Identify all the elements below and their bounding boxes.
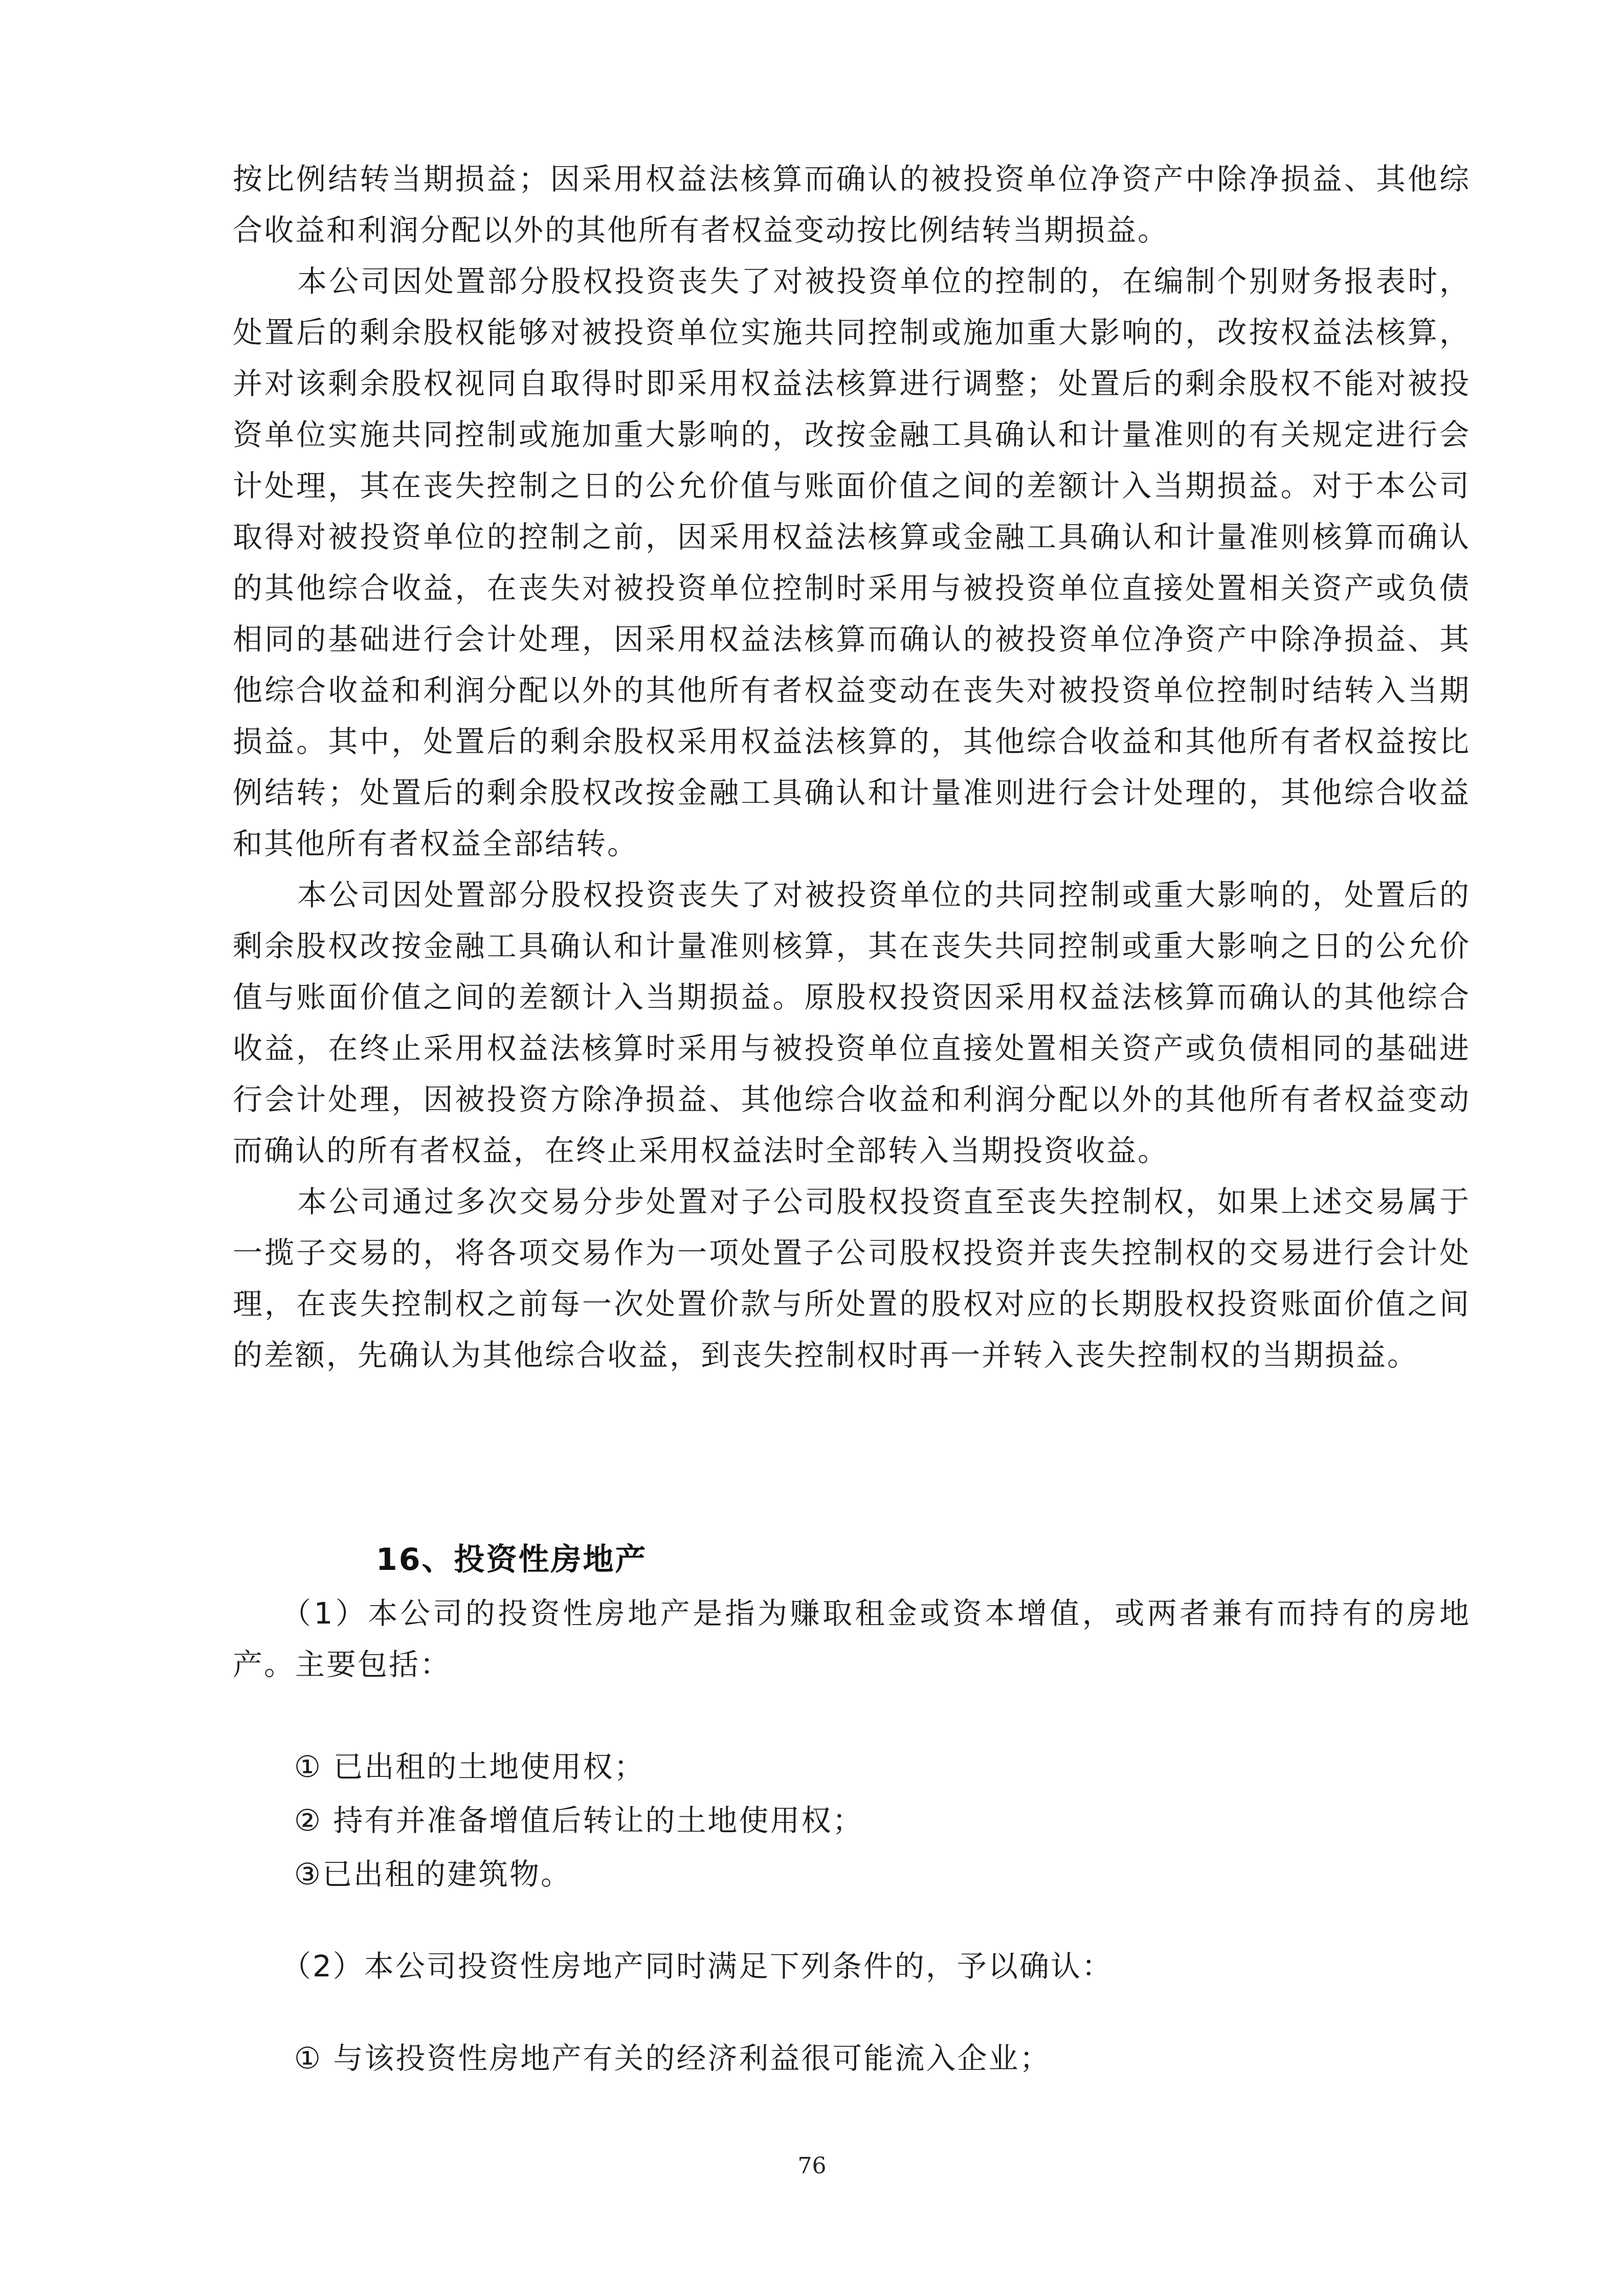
paragraph-disposal-control: 本公司因处置部分股权投资丧失了对被投资单位的控制的，在编制个别财务报表时，处置后的剩余股权能够对被投资单位实施共同控制或施加重大影响的，改按权益法核算，并对该剩余股权视同自取得时即采用权益法核算进行调整；处置后的剩余股权不能对被投资单位实施共同控制或施加重大影响的，改按金融工具确认和计量准则的有关规定进行会计处理，其在丧失控制之日的公允价值与账面价值之间的差额计入当期损益。对于本公司取得对被投资单位的控制之前，因采用权益法核算或金融工具确认和计量准则核算而确认的其他综合收益，在丧失对被投资单位控制时采用与被投资单位直接处置相关资产或负债相同的基础进行会计处理，因采用权益法核算而确认的被投资单位净资产中除净损益、其他综合收益和利润分配以外的其他所有者权益变动在丧失对被投资单位控制时结转入当期损益。其中，处置后的剩余股权采用权益法核算的，其他综合收益和其他所有者权益按比例结转；处置后的剩余股权改按金融工具确认和计量准则进行会计处理的，其他综合收益和其他所有者权益全部结转。 xyxy=(233,264,1471,861)
list-item: ③已出租的建筑物。 xyxy=(294,1857,572,1892)
section-item1-block xyxy=(233,1588,1471,1690)
section-item1: （1）本公司的投资性房地产是指为赚取租金或资本增值，或两者兼有而持有的房地产。主要包括： xyxy=(233,1596,1471,1682)
paragraph-disposal-joint-control: 本公司因处置部分股权投资丧失了对被投资单位的共同控制或重大影响的，处置后的剩余股权改按金融工具确认和计量准则核算，其在丧失共同控制或重大影响之日的公允价值与账面价值之间的差额计入当期损益。原股权投资因采用权益法核算而确认的其他综合收益，在终止采用权益法核算时采用与被投资单位直接处置相关资产或负债相同的基础进行会计处理，因被投资方除净损益、其他综合收益和利润分配以外的其他所有者权益变动而确认的所有者权益，在终止采用权益法时全部转入当期投资收益。 xyxy=(233,877,1471,1168)
section-heading: 16、投资性房地产 xyxy=(376,1542,648,1578)
list-item: ① 已出租的土地使用权； xyxy=(294,1749,646,1784)
list-item: ① 与该投资性房地产有关的经济利益很可能流入企业； xyxy=(294,2041,1051,2076)
list-item: ② 持有并准备增值后转让的土地使用权； xyxy=(294,1803,864,1838)
page-number: 76 xyxy=(797,2153,827,2179)
body-text xyxy=(233,153,1471,1381)
section-item2: （2）本公司投资性房地产同时满足下列条件的，予以确认： xyxy=(281,1949,1113,1984)
paragraph-step-disposal: 本公司通过多次交易分步处置对子公司股权投资直至丧失控制权，如果上述交易属于一揽子交易的，将各项交易作为一项处置子公司股权投资并丧失控制权的交易进行会计处理，在丧失控制权之前每一次处置价款与所处置的股权对应的长期股权投资账面价值之间的差额，先确认为其他综合收益，到丧失控制权时再一并转入丧失控制权的当期损益。 xyxy=(233,1184,1471,1372)
paragraph-continued: 按比例结转当期损益；因采用权益法核算而确认的被投资单位净资产中除净损益、其他综合收益和利润分配以外的其他所有者权益变动按比例结转当期损益。 xyxy=(233,162,1471,247)
